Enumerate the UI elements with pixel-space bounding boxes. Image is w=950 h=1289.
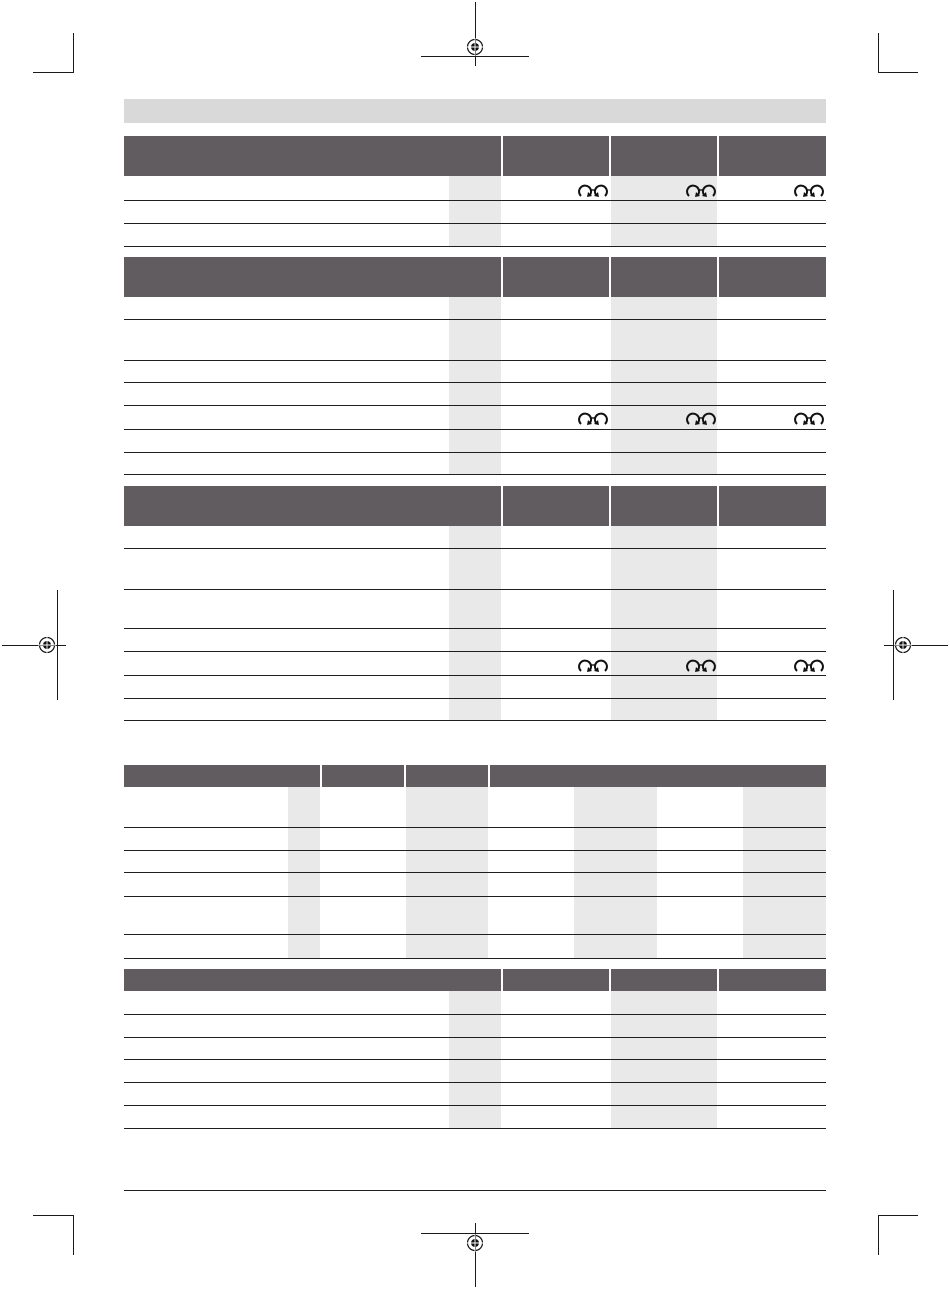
page-header-band: [124, 99, 826, 123]
registration-crosshair-icon: [466, 1234, 484, 1252]
table-header-col: [611, 486, 717, 526]
table-header-col: [406, 765, 488, 787]
rotation-direction-icon: [686, 656, 716, 674]
rotation-direction-icon: [578, 656, 608, 674]
page-footer-rule: [124, 1190, 826, 1191]
rotation-direction-icon: [794, 409, 824, 427]
table-header-col: [322, 765, 404, 787]
rotation-direction-icon: [794, 656, 824, 674]
table-header-col: [490, 765, 826, 787]
unit-column: [449, 297, 501, 474]
shaded-column: [611, 297, 717, 474]
table-header-col: [719, 486, 826, 526]
table-header-col: [611, 969, 717, 991]
rotation-direction-icon: [686, 409, 716, 427]
rotation-direction-icon: [686, 181, 716, 199]
registration-crosshair-icon: [466, 38, 484, 56]
unit-column: [449, 176, 501, 246]
unit-column: [449, 526, 501, 720]
table-header-col: [719, 969, 826, 991]
shaded-column: [611, 526, 717, 720]
rotation-direction-icon: [578, 409, 608, 427]
rotation-direction-icon: [578, 181, 608, 199]
table-header: [124, 136, 501, 176]
registration-crosshair-icon: [894, 636, 912, 654]
table-header: [124, 257, 501, 297]
table-header: [124, 765, 320, 787]
table-header: [124, 969, 501, 991]
table-header: [124, 486, 501, 526]
table-header-col: [503, 257, 609, 297]
table-header-col: [611, 257, 717, 297]
table-header-col: [719, 257, 826, 297]
registration-crosshair-icon: [38, 636, 56, 654]
table-header-col: [719, 136, 826, 176]
table-header-col: [503, 969, 609, 991]
table-header-col: [503, 136, 609, 176]
rotation-direction-icon: [794, 181, 824, 199]
table-header-col: [611, 136, 717, 176]
table-header-col: [503, 486, 609, 526]
